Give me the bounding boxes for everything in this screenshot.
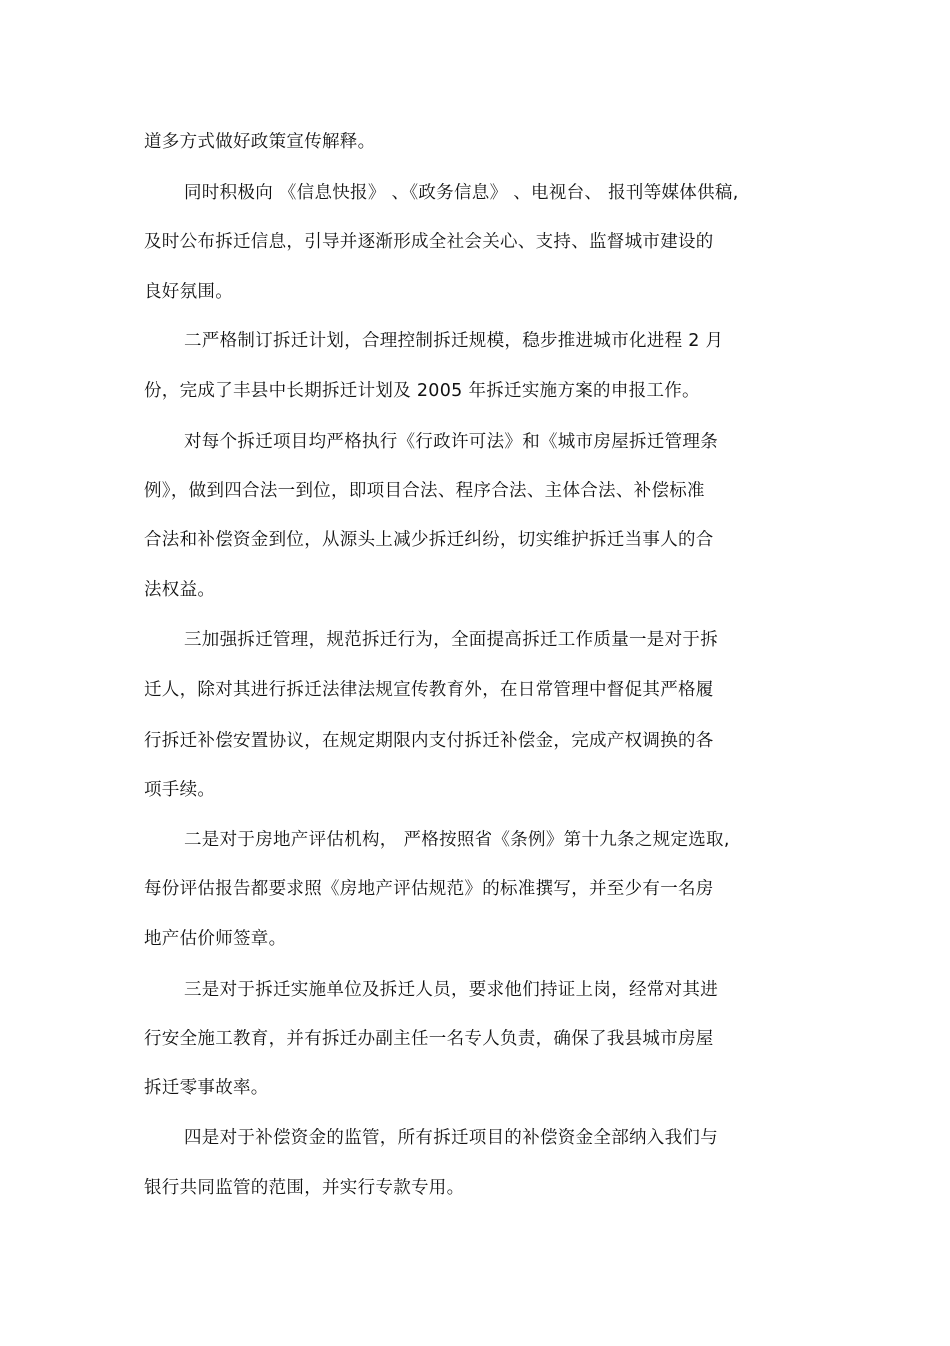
text-line: 行安全施工教育，并有拆迁办副主任一名专人负责，确保了我县城市房屋	[144, 1029, 714, 1049]
text-line: 二严格制订拆迁计划，合理控制拆迁规模，稳步推进城市化进程 2 月	[184, 331, 724, 351]
text-line: 例》，做到四合法一到位，即项目合法、程序合法、主体合法、补偿标准	[144, 481, 705, 501]
text-line: 银行共同监管的范围，并实行专款专用。	[144, 1178, 465, 1198]
text-line: 每份评估报告都要求照《房地产评估规范》的标准撰写，并至少有一名房	[144, 879, 714, 899]
text-line: 份，完成了丰县中长期拆迁计划及 2005 年拆迁实施方案的申报工作。	[144, 381, 700, 401]
text-line: 二是对于房地产评估机构， 严格按照省《条例》第十九条之规定选取,	[184, 830, 730, 850]
text-line: 及时公布拆迁信息，引导并逐渐形成全社会关心、支持、监督城市建设的	[144, 232, 714, 252]
text-line: 法权益。	[144, 580, 216, 600]
text-line: 道多方式做好政策宣传解释。	[144, 132, 376, 152]
text-line: 地产估价师签章。	[144, 929, 287, 949]
text-line: 项手续。	[144, 780, 216, 800]
text-line: 合法和补偿资金到位，从源头上减少拆迁纠纷，切实维护拆迁当事人的合	[144, 530, 714, 550]
text-line: 三加强拆迁管理，规范拆迁行为，全面提高拆迁工作质量一是对于拆	[184, 630, 718, 650]
text-line: 良好氛围。	[144, 282, 233, 302]
text-line: 拆迁零事故率。	[144, 1078, 269, 1098]
text-line: 同时积极向 《信息快报》 、《政务信息》 、电视台、 报刊等媒体供稿,	[184, 183, 739, 203]
text-line: 四是对于补偿资金的监管，所有拆迁项目的补偿资金全部纳入我们与	[184, 1128, 718, 1148]
text-line: 对每个拆迁项目均严格执行《行政许可法》和《城市房屋拆迁管理条	[184, 432, 718, 452]
text-line: 行拆迁补偿安置协议，在规定期限内支付拆迁补偿金，完成产权调换的各	[144, 731, 714, 751]
text-line: 迁人，除对其进行拆迁法律法规宣传教育外，在日常管理中督促其严格履	[144, 680, 714, 700]
text-line: 三是对于拆迁实施单位及拆迁人员，要求他们持证上岗，经常对其进	[184, 980, 718, 1000]
